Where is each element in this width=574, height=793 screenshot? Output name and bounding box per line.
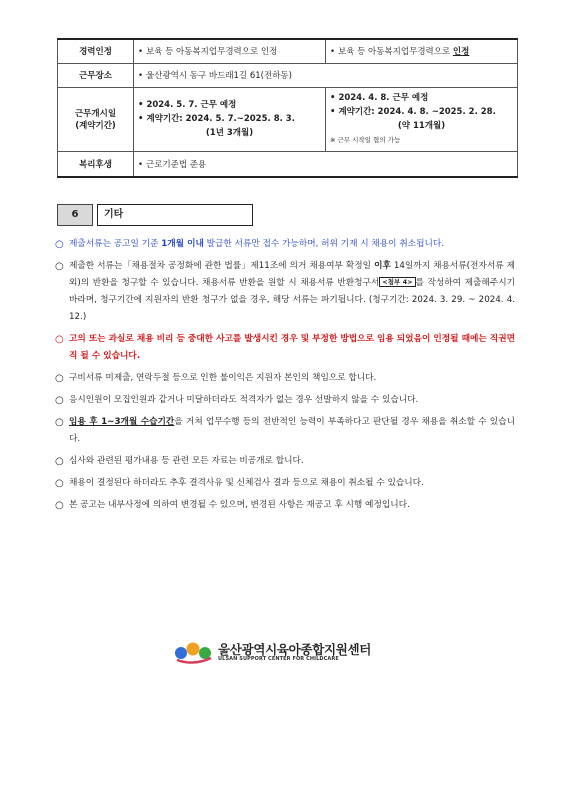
row-header: 근무개시일 (계약기간) <box>58 87 134 151</box>
attachment-tag: <첨부 4> <box>379 277 415 287</box>
list-item: ○ 제출서류는 공고일 기준 1개월 이내 발급한 서류만 접수 가능하며, 허위 기재 시 채용이 취소됩니다. <box>55 236 515 253</box>
row-header: 경력인정 <box>58 39 134 63</box>
bullet-icon: ○ <box>55 478 64 489</box>
center-logo <box>174 640 404 666</box>
cell: • 보육 등 아동복지업무경력으로 인정 <box>326 39 518 63</box>
row-header: 복리후생 <box>58 151 134 177</box>
list-item: ○ 제출한 서류는「채용절차 공정화에 관한 법률」제11조에 의거 채용여부 확정일 이후 14일까지 채용서류(전자서류 제외)의 반환을 청구할 수 있습니다. 채용서류 반환을 원할 시 채용서류 반환청구서 <첨부 4> 를 작성하여 제출해주시기 바라며, 청구기간에 지원자의 반환 청구가 없을 경우, 해당 서류는 파기됩니다. (청구기간: 2024. 3. 29. ~ 2024. 4. 12.) <box>55 258 515 326</box>
table-row <box>58 63 518 87</box>
logo-english-name: ULSAN SUPPORT CENTER FOR CHILDCARE <box>218 656 339 662</box>
list-item: ○ 채용이 결정된다 하더라도 추후 결격사유 및 신체검사 결과 등으로 채용이 취소될 수 있습니다. <box>55 475 515 492</box>
table-row <box>58 39 518 63</box>
employment-info-table <box>57 38 518 178</box>
bullet-icon: ○ <box>55 373 64 384</box>
row-header: 근무장소 <box>58 63 134 87</box>
logo-mark-icon <box>174 640 214 664</box>
list-item: ○ 임용 후 1~3개월 수습기간을 거쳐 업무수행 등의 전반적인 능력이 부족하다고 판단될 경우 채용을 취소할 수 있습니다. <box>55 414 515 448</box>
section-number: 6 <box>57 204 93 226</box>
list-item: ○ 응시인원이 모집인원과 같거나 미달하더라도 적격자가 없는 경우 선발하지 않을 수 있습니다. <box>55 392 515 409</box>
table-row <box>58 87 518 151</box>
bullet-icon: ○ <box>55 334 64 345</box>
bullet-icon: ○ <box>55 239 64 250</box>
list-item: ○ 고의 또는 과실로 채용 비리 등 중대한 사고를 발생시킨 경우 및 부정한 방법으로 임용 되었음이 인정될 때에는 직권면직 될 수 있습니다. <box>55 331 515 365</box>
cell: • 보육 등 아동복지업무경력으로 인정 <box>134 39 326 63</box>
bullet-icon: ○ <box>55 261 64 272</box>
bullet-icon: ○ <box>55 456 64 467</box>
logo-korean-name: 울산광역시육아종합지원센터 <box>218 642 372 657</box>
list-item: ○ 본 공고는 내부사정에 의하여 변경될 수 있으며, 변경된 사항은 재공고 후 시행 예정입니다. <box>55 497 515 514</box>
cell: • 2024. 4. 8. 근무 예정 • 계약기간: 2024. 4. 8. ~2025. 2. 28. (약 11개월) ※ 근무 시작일 협의 가능 <box>326 87 518 151</box>
list-item: ○ 심사와 관련된 평가내용 등 관련 모든 자료는 비공개로 합니다. <box>55 453 515 470</box>
bullet-icon: ○ <box>55 417 64 428</box>
bullet-icon: ○ <box>55 395 64 406</box>
bullet-icon: ○ <box>55 500 64 511</box>
table-row <box>58 151 518 177</box>
cell: • 2024. 5. 7. 근무 예정 • 계약기간: 2024. 5. 7.~2025. 8. 3. (1년 3개월) <box>134 87 326 151</box>
cell: • 울산광역시 동구 바드래1길 61(전하동) <box>134 63 518 87</box>
cell: • 근로기준법 준용 <box>134 151 518 177</box>
section-title: 기타 <box>97 204 253 226</box>
notice-list <box>55 236 515 519</box>
list-item: ○ 구비서류 미제출, 연락두절 등으로 인한 불이익은 지원자 본인의 책임으로 합니다. <box>55 370 515 387</box>
